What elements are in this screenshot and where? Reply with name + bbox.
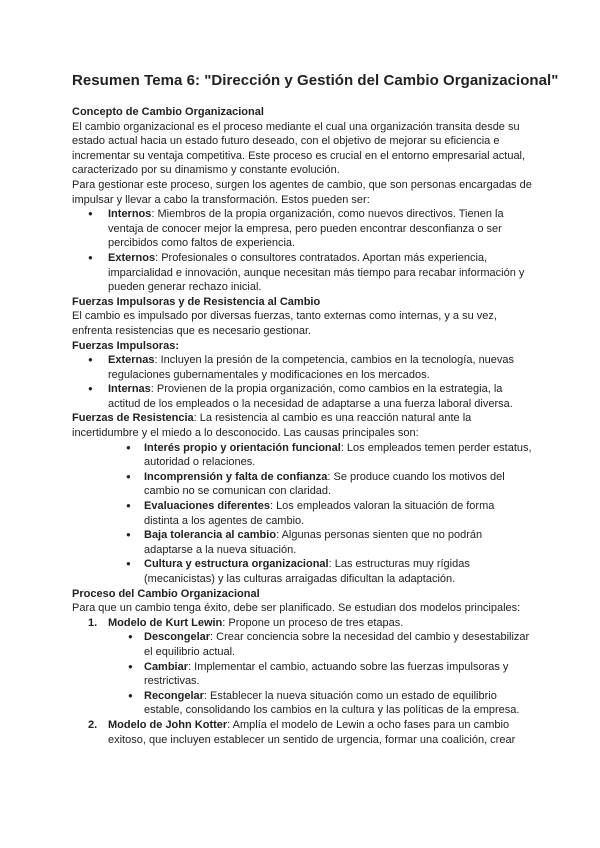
term: Recongelar <box>144 689 204 702</box>
lewin-stages-list <box>108 630 532 718</box>
term: Descongelar <box>144 631 211 644</box>
section-heading-proceso: Proceso del Cambio Organizacional <box>72 587 260 600</box>
paragraph: El cambio es impulsado por diversas fuerzas, tanto externas como internas, y a su vez, enfrenta resistencias que es necesario gestionar. <box>72 310 497 337</box>
list-item <box>72 499 532 528</box>
term: Fuerzas de Resistencia <box>72 412 194 425</box>
list-item <box>108 630 532 659</box>
item-text: : Provienen de la propia organización, como cambios en la estrategia, la actitud de los empleados o la necesidad de adaptarse a una fuerza laboral diversa. <box>108 383 513 410</box>
list-item <box>72 251 532 295</box>
list-number: 2. <box>88 718 98 731</box>
causes-list <box>72 441 532 587</box>
section-heading-fuerzas: Fuerzas Impulsoras y de Resistencia al Cambio <box>72 295 321 308</box>
item-text: : Profesionales o consultores contratados. Aportan más experiencia, imparcialidad e innovación, aunque necesitan más tiempo para recabar información y pueden generar rechazo inicial. <box>108 251 525 294</box>
document-body <box>72 105 532 747</box>
item-text: : Miembros de la propia organización, como nuevos directivos. Tienen la ventaja de conocer mejor la empresa, pero pueden encontrar desconfianza o ser percibidos como faltos de experiencia. <box>108 208 504 250</box>
section-heading-concepto: Concepto de Cambio Organizacional <box>72 106 264 118</box>
term: Modelo de Kurt Lewin <box>108 616 223 629</box>
term: Modelo de John Kotter <box>108 718 228 731</box>
item-text: : Amplía el modelo de Lewin a ocho fases para un cambio exitoso, que incluyen establecer un sentido de urgencia, formar una coalición, crear <box>108 718 516 746</box>
item-text: : Los empleados valoran la situación de forma distinta a los agentes de cambio. <box>144 500 495 527</box>
term: Baja tolerancia al cambio <box>144 529 277 542</box>
item-text: : Propone un proceso de tres etapas. <box>222 616 404 629</box>
list-item <box>72 382 532 411</box>
item-text: : Establecer la nueva situación como un estado de equilibrio estable, consolidando los cambios en la cultura y las políticas de la empresa. <box>144 689 520 717</box>
list-item <box>72 470 532 499</box>
list-number: 1. <box>88 616 98 629</box>
term: Cambiar <box>144 660 189 673</box>
term: Evaluaciones diferentes <box>144 500 270 513</box>
forces-list <box>72 353 532 411</box>
paragraph <box>72 411 532 440</box>
list-item <box>72 557 532 586</box>
term: Externos <box>108 251 156 264</box>
item-text: : La resistencia al cambio es una reacción natural ante la incertidumbre y el miedo a lo desconocido. Las causas principales son: <box>72 412 472 440</box>
term: Incomprensión y falta de confianza <box>144 470 328 483</box>
paragraph: Para gestionar este proceso, surgen los agentes de cambio, que son personas encargadas de impulsar y llevar a cabo la transformación. Estos pueden ser: <box>72 178 532 206</box>
term: Cultura y estructura organizacional <box>144 558 329 571</box>
list-item <box>72 616 532 718</box>
list-item <box>108 660 532 689</box>
paragraph: El cambio organizacional es el proceso mediante el cual una organización transita desde su estado actual hacia un estado futuro deseado, con el objetivo de mejorar su eficiencia e incrementar su ventaja competitiva. Este proceso es crucial en el entorno empresarial actual, caracterizado por su dinamismo y constante evolución. <box>72 120 526 177</box>
item-text: : Algunas personas sienten que no podrán adaptarse a la nueva situación. <box>144 529 483 556</box>
item-text: : Crear conciencia sobre la necesidad del cambio y desestabilizar el equilibrio actual. <box>144 631 530 658</box>
list-item <box>72 353 532 382</box>
term: Interés propio y orientación funcional <box>144 441 341 454</box>
list-item <box>72 207 532 251</box>
item-text: : Se produce cuando los motivos del cambio no se comunican con claridad. <box>144 470 505 498</box>
item-text: : Los empleados temen perder estatus, autoridad o relaciones. <box>144 441 532 469</box>
list-item <box>108 689 532 718</box>
item-text: : Las estructuras muy rígidas (mecanicistas) y las culturas arraigadas dificultan la adaptación. <box>144 558 470 585</box>
models-list <box>72 616 532 747</box>
term: Internos <box>108 208 152 221</box>
item-text: : Implementar el cambio, actuando sobre las fuerzas impulsoras y restrictivas. <box>144 660 509 688</box>
list-item <box>72 718 532 747</box>
agents-list <box>72 207 532 295</box>
list-item <box>72 528 532 557</box>
item-text: : Incluyen la presión de la competencia, cambios en la tecnología, nuevas regulaciones gubernamentales y modificaciones en los mercados. <box>108 354 515 381</box>
list-item <box>72 441 532 470</box>
term: Externas <box>108 354 155 367</box>
paragraph: Para que un cambio tenga éxito, debe ser planificado. Se estudian dos modelos principales: <box>72 602 521 615</box>
term: Internas <box>108 383 151 396</box>
sub-heading-impulsoras: Fuerzas Impulsoras: <box>72 339 179 352</box>
document-title: Resumen Tema 6: "Dirección y Gestión del Cambio Organizacional" <box>72 72 559 89</box>
